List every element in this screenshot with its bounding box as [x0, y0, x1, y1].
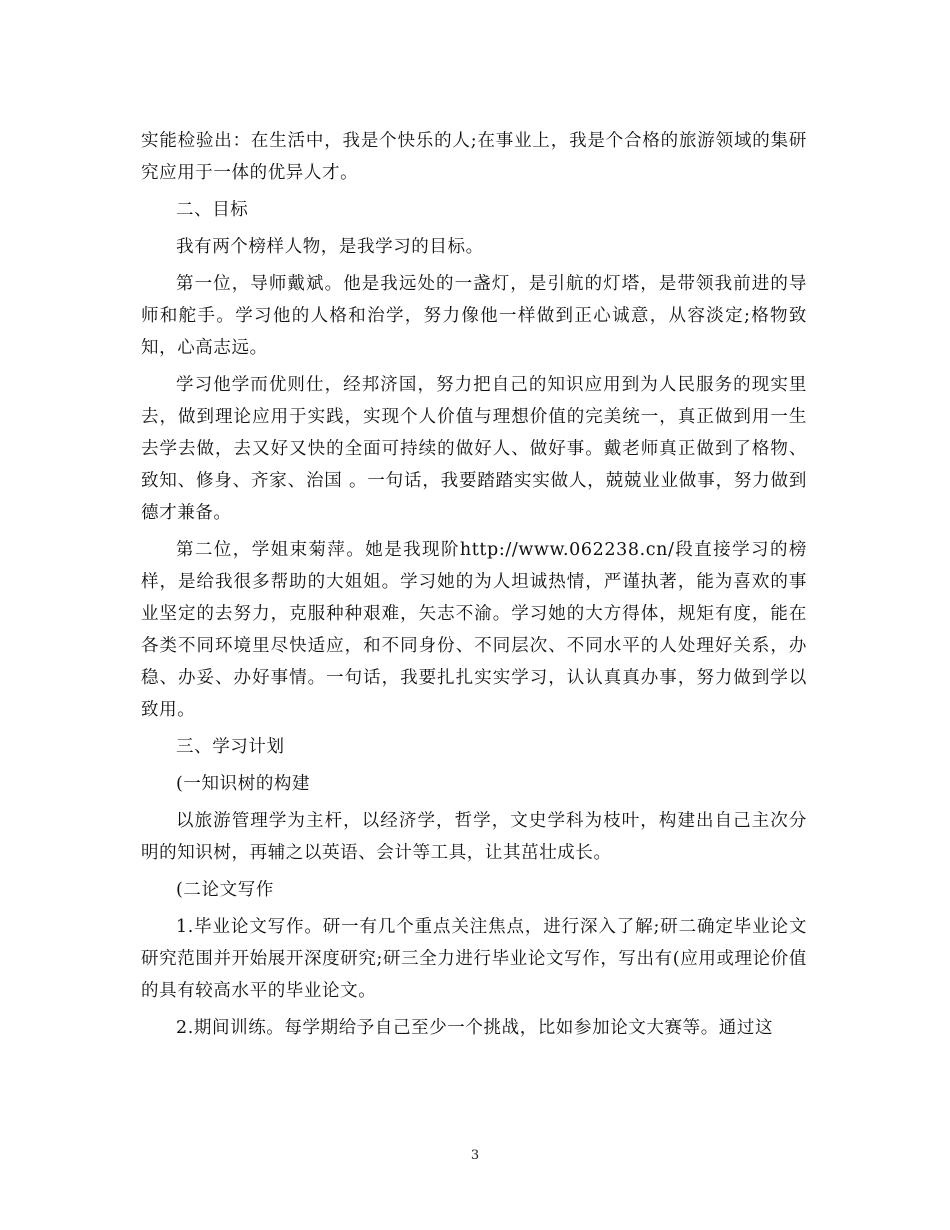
- paragraph-knowledge-tree: 以旅游管理学为主杆，以经济学，哲学，文史学科为枝叶，构建出自己主次分明的知识树，再辅之以英语、会计等工具，让其茁壮成长。: [141, 811, 807, 863]
- document-body: [141, 125, 807, 1049]
- section-heading-study-plan: 三、学习计划: [176, 737, 285, 757]
- paragraph-first-role-model: 第一位，导师戴斌。他是我远处的一盏灯，是引航的灯塔，是带领我前进的导师和舵手。学习他的人格和治学，努力像他一样做到正心诚意，从容淡定;格物致知，心高志远。: [141, 274, 807, 358]
- paragraph-learn-from-mentor: 学习他学而优则仕，经邦济国，努力把自己的知识应用到为人民服务的现实里去，做到理论应用于实践，实现个人价值与理想价值的完美统一，真正做到用一生去学去做，去又好又快的全面可持续的做好人、做好事。戴老师真正做到了格物、致知、修身、齐家、治国 。一句话，我要踏踏实实做人，兢兢业业做事，努力做到德才兼备。: [141, 375, 807, 523]
- subheading-thesis-writing: (二论文写作: [176, 880, 274, 900]
- paragraph-role-models-intro: 我有两个榜样人物，是我学习的目标。: [176, 237, 484, 257]
- paragraph-continuation: 实能检验出：在生活中，我是个快乐的人;在事业上，我是个合格的旅游领域的集研究应用于一体的优异人才。: [141, 131, 807, 183]
- section-heading-goals: 二、目标: [176, 200, 249, 220]
- page-number: 3: [470, 1148, 480, 1163]
- subheading-knowledge-tree: (一知识树的构建: [176, 774, 311, 794]
- paragraph-second-role-model: 第二位，学姐束菊萍。她是我现阶http://www.062238.cn/段直接学习的榜样，是给我很多帮助的大姐姐。学习她的为人坦诚热情，严谨执著，能为喜欢的事业坚定的去努力，克服种种艰难，矢志不渝。学习她的大方得体，规矩有度，能在各类不同环境里尽快适应，和不同身份、不同层次、不同水平的人处理好关系，办稳、办妥、办好事情。一句话，我要扎扎实实学习，认认真真办事，努力做到学以致用。: [141, 540, 807, 720]
- paragraph-training: 2.期间训练。每学期给予自己至少一个挑战，比如参加论文大赛等。通过这: [176, 1018, 774, 1038]
- paragraph-thesis-writing: 1.毕业论文写作。研一有几个重点关注焦点，进行深入了解;研二确定毕业论文研究范围并开始展开深度研究;研三全力进行毕业论文写作，写出有(应用或理论价值的具有较高水平的毕业论文。: [141, 917, 807, 1001]
